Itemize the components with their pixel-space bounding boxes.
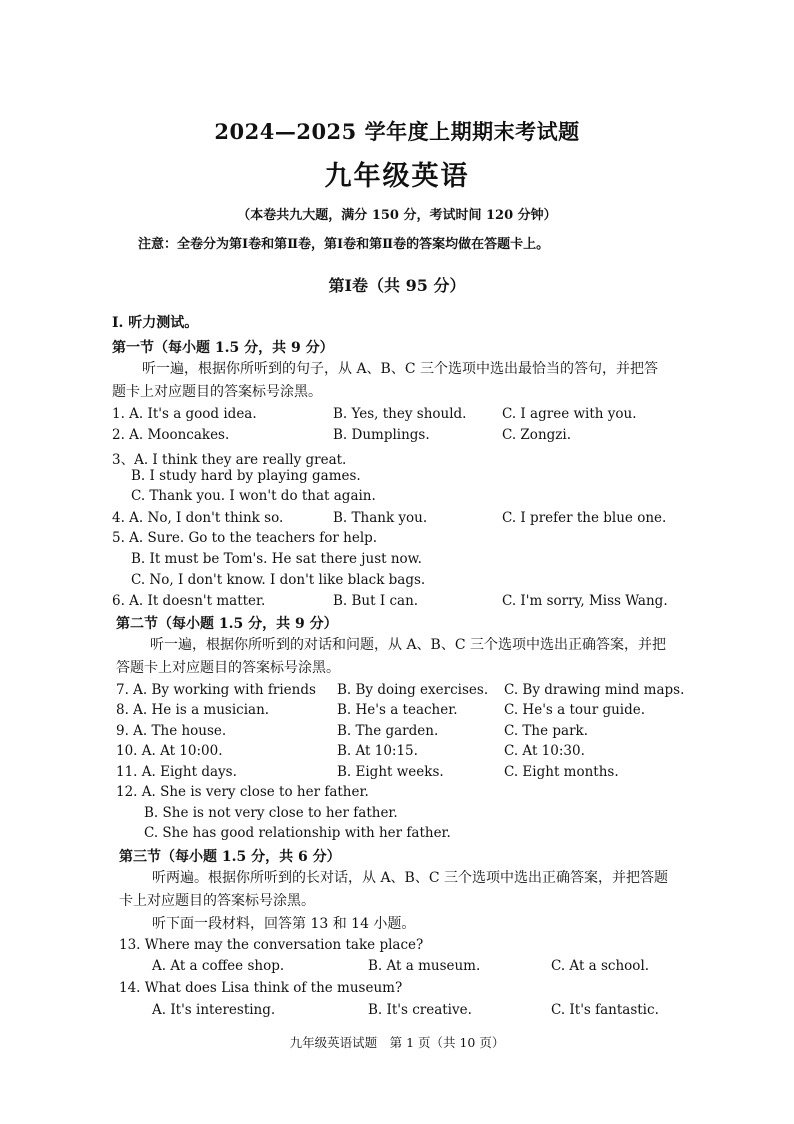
q8-option-c: C. He's a tour guide. — [504, 702, 646, 718]
q3-option-a: 3、A. I think they are really great. — [112, 452, 347, 468]
exam-subject: 九年级英语 — [324, 161, 470, 192]
volume-heading: 第Ⅰ卷（共 95 分） — [328, 276, 466, 295]
q13-stem: 13. Where may the conversation take place? — [119, 937, 424, 953]
section2-instruction-line1: 听一遍，根据你所听到的对话和问题，从 A、B、C 三个选项中选出正确答案，并把 — [150, 637, 667, 653]
q2-option-b: B. Dumplings. — [333, 427, 430, 443]
q2-option-c: C. Zongzi. — [502, 427, 571, 443]
q10-option-c: C. At 10:30. — [504, 743, 585, 759]
q4-option-c: C. I prefer the blue one. — [502, 510, 667, 526]
q3-option-b: B. I study hard by playing games. — [131, 468, 361, 484]
section3-material-note: 听下面一段材料，回答第 13 和 14 小题。 — [152, 916, 416, 932]
q13-option-b: B. At a museum. — [368, 958, 481, 974]
q3-option-c: C. Thank you. I won't do that again. — [131, 488, 376, 504]
part-heading: I. 听力测试。 — [112, 315, 199, 331]
q4-option-b: B. Thank you. — [333, 510, 428, 526]
q5-option-c: C. No, I don't know. I don't like black bags. — [131, 572, 426, 588]
q5-option-a: 5. A. Sure. Go to the teachers for help. — [112, 530, 378, 546]
q9-option-a: 9. A. The house. — [116, 723, 227, 739]
q6-option-b: B. But I can. — [333, 593, 419, 609]
section2-instruction-line2: 答题卡上对应题目的答案标号涂黑。 — [116, 660, 340, 676]
q10-option-a: 10. A. At 10:00. — [116, 743, 223, 759]
q7-option-b: B. By doing exercises. — [337, 682, 489, 698]
section1-instruction-line2: 题卡上对应题目的答案标号涂黑。 — [112, 384, 322, 400]
section3-instruction-line2: 卡上对应题目的答案标号涂黑。 — [119, 893, 315, 909]
q13-option-c: C. At a school. — [551, 958, 650, 974]
q8-option-a: 8. A. He is a musician. — [116, 702, 270, 718]
exam-title: 2024—2025 学年度上期期末考试题 — [214, 119, 580, 144]
q2-option-a: 2. A. Mooncakes. — [112, 427, 230, 443]
exam-notice: 注意：全卷分为第Ⅰ卷和第Ⅱ卷，第Ⅰ卷和第Ⅱ卷的答案均做在答题卡上。 — [138, 237, 550, 252]
q6-option-a: 6. A. It doesn't matter. — [112, 593, 266, 609]
q14-option-a: A. It's interesting. — [152, 1002, 276, 1018]
section3-instruction-line1: 听两遍。根据你所听到的长对话，从 A、B、C 三个选项中选出正确答案，并把答题 — [152, 870, 669, 886]
exam-info: （本卷共九大题，满分 150 分，考试时间 120 分钟） — [237, 208, 557, 223]
q10-option-b: B. At 10:15. — [337, 743, 418, 759]
q7-option-a: 7. A. By working with friends — [116, 682, 316, 698]
q5-option-b: B. It must be Tom's. He sat there just now. — [131, 551, 422, 567]
q8-option-b: B. He's a teacher. — [337, 702, 458, 718]
section1-title: 第一节（每小题 1.5 分，共 9 分） — [112, 340, 334, 356]
section1-instruction-line1: 听一遍，根据你所听到的句子，从 A、B、C 三个选项中选出最恰当的答句，并把答 — [142, 361, 659, 377]
q4-option-a: 4. A. No, I don't think so. — [112, 510, 284, 526]
q6-option-c: C. I'm sorry, Miss Wang. — [502, 593, 668, 609]
q11-option-b: B. Eight weeks. — [337, 764, 444, 780]
q14-option-b: B. It's creative. — [368, 1002, 472, 1018]
page-footer: 九年级英语试题 第 1 页（共 10 页） — [289, 1035, 505, 1050]
q1-option-a: 1. A. It's a good idea. — [112, 406, 257, 422]
q12-option-a: 12. A. She is very close to her father. — [116, 784, 369, 800]
q14-stem: 14. What does Lisa think of the museum? — [119, 980, 403, 996]
q12-option-b: B. She is not very close to her father. — [144, 805, 398, 821]
q9-option-b: B. The garden. — [337, 723, 439, 739]
q12-option-c: C. She has good relationship with her father. — [144, 825, 451, 841]
section3-title: 第三节（每小题 1.5 分，共 6 分） — [119, 849, 341, 865]
section2-title: 第二节（每小题 1.5 分，共 9 分） — [116, 616, 338, 632]
q1-option-c: C. I agree with you. — [502, 406, 637, 422]
q7-option-c: C. By drawing mind maps. — [504, 682, 685, 698]
q1-option-b: B. Yes, they should. — [333, 406, 467, 422]
q9-option-c: C. The park. — [504, 723, 589, 739]
q11-option-c: C. Eight months. — [504, 764, 619, 780]
q11-option-a: 11. A. Eight days. — [116, 764, 237, 780]
q14-option-c: C. It's fantastic. — [551, 1002, 659, 1018]
q13-option-a: A. At a coffee shop. — [152, 958, 285, 974]
